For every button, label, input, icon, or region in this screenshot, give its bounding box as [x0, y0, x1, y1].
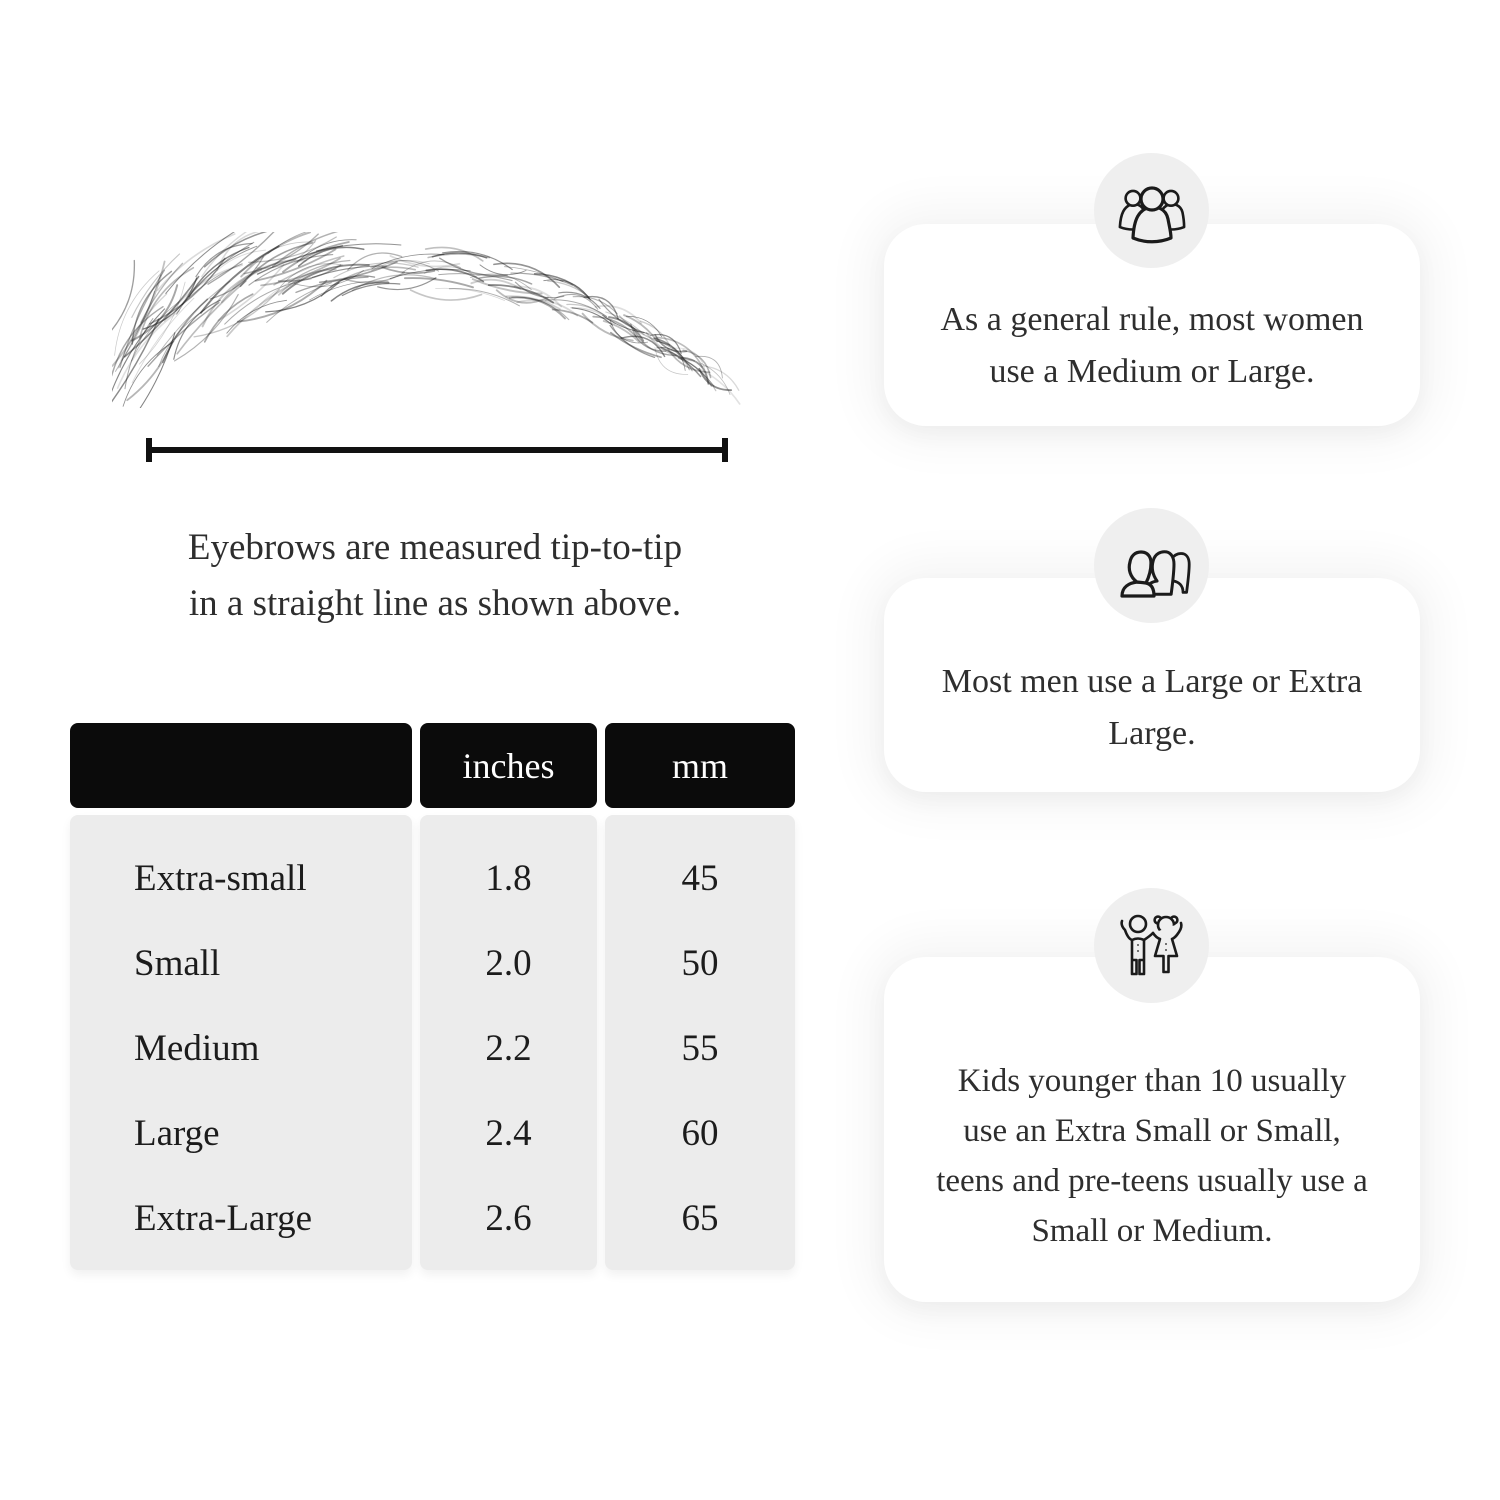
table-header-blank: [70, 723, 412, 808]
table-row-label: Extra-small: [134, 858, 307, 899]
caption-line-2: in a straight line as shown above.: [188, 583, 682, 624]
table-cell-mm: 55: [681, 1028, 719, 1069]
measurement-line: [146, 447, 728, 453]
table-row-label: Medium: [134, 1028, 260, 1069]
women-group-icon: [1111, 175, 1193, 247]
table-cell-inches: 2.0: [485, 943, 532, 984]
measurement-cap-right: [722, 438, 728, 462]
caption-line-1: Eyebrows are measured tip-to-tip: [187, 527, 683, 568]
table-cell-mm: 65: [681, 1198, 719, 1239]
table-column-mm: [605, 723, 795, 1270]
men-icon-circle: [1094, 508, 1209, 623]
measurement-cap-left: [146, 438, 152, 462]
table-body-sizes: [70, 815, 412, 1270]
table-header-inches: inches: [420, 723, 597, 808]
table-cell-mm: 60: [681, 1113, 719, 1154]
table-header-mm: mm: [605, 723, 795, 808]
card-women-text: As a general rule, most women use a Medium or Large.: [940, 301, 1364, 390]
table-row-label: Small: [134, 943, 221, 984]
table-cell-mm: 50: [681, 943, 719, 984]
women-icon-circle: [1094, 153, 1209, 268]
table-cell-mm: 45: [681, 858, 719, 899]
card-kids-text: Kids younger than 10 usually use an Extra Small or Small, teens and pre-teens usually use a Small or Medium.: [936, 1062, 1368, 1249]
table-cell-inches: 2.2: [485, 1028, 532, 1069]
table-body-mm: [605, 815, 795, 1270]
table-column-sizes: [70, 723, 412, 1270]
card-kids: [884, 957, 1420, 1302]
kids-icon-circle: [1094, 888, 1209, 1003]
table-body-inches: [420, 815, 597, 1270]
table-cell-inches: 2.4: [485, 1113, 532, 1154]
table-row-label: Large: [134, 1113, 220, 1154]
table-row-label: Extra-Large: [134, 1198, 313, 1239]
table-column-inches: [420, 723, 597, 1270]
card-men-text: Most men use a Large or Extra Large.: [941, 663, 1363, 752]
table-cell-inches: 2.6: [485, 1198, 532, 1239]
men-group-icon: [1110, 530, 1194, 602]
eyebrow-illustration: [112, 232, 748, 408]
measurement-caption: [85, 520, 785, 632]
kids-icon: [1112, 908, 1192, 984]
table-cell-inches: 1.8: [485, 858, 532, 899]
